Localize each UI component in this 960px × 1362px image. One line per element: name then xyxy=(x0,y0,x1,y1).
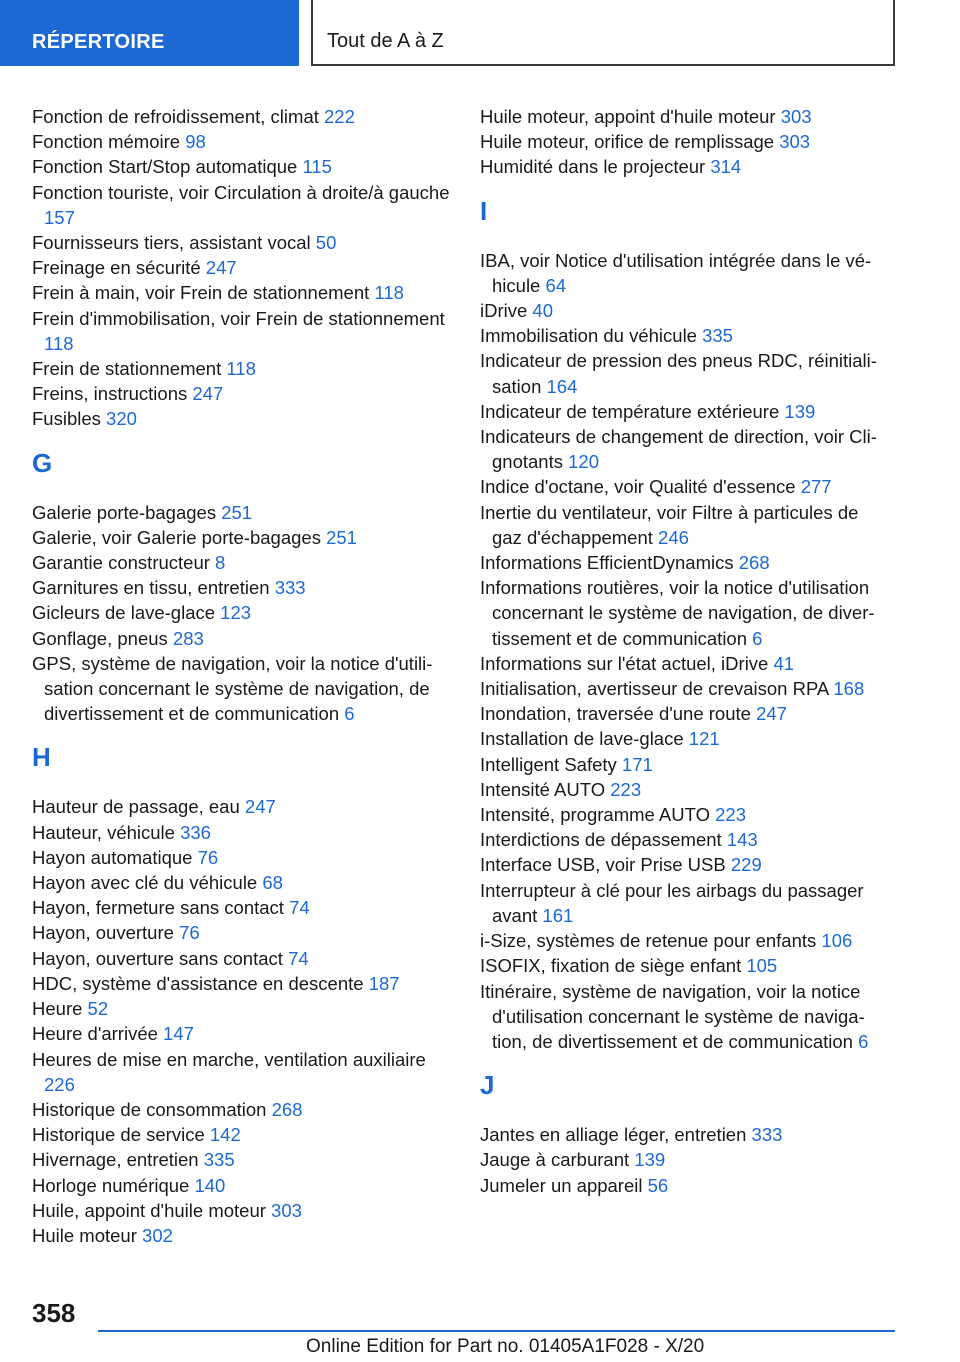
index-entry xyxy=(32,406,452,431)
index-entry-text: Heure xyxy=(32,998,83,1020)
index-entry-text: Hauteur de passage, eau xyxy=(32,796,240,818)
page-reference-link[interactable]: 335 xyxy=(203,1149,235,1171)
page-reference-link[interactable]: 68 xyxy=(262,872,283,894)
index-entry xyxy=(480,248,892,298)
index-entry xyxy=(480,575,892,651)
index-entry-text: Intelligent Safety xyxy=(480,753,617,775)
index-entry-text: Hayon, ouverture xyxy=(32,922,174,944)
page-reference-link[interactable]: 118 xyxy=(226,358,256,380)
page-reference-link[interactable]: 164 xyxy=(546,375,578,397)
index-entry xyxy=(480,852,892,877)
index-entry xyxy=(480,1147,892,1172)
index-entry-text: Historique de service xyxy=(32,1124,205,1146)
index-entry xyxy=(480,676,892,701)
page-reference-link[interactable]: 247 xyxy=(756,703,787,725)
index-entry xyxy=(480,550,892,575)
index-entry-text: Fonction de refroidissement, climat xyxy=(32,106,319,127)
index-letter-heading: J xyxy=(480,1070,495,1101)
index-entry-text: Indicateurs de changement de direction, voir Clignotants xyxy=(480,426,877,473)
page-reference-link[interactable]: 320 xyxy=(106,408,137,430)
index-entry-text: Frein de stationnement xyxy=(32,358,222,380)
page-reference-link[interactable]: 64 xyxy=(545,274,567,296)
index-entry xyxy=(480,424,892,474)
index-entry xyxy=(480,979,892,1055)
index-entry-text: Jumeler un appareil xyxy=(480,1174,643,1196)
index-entry-text: Huile moteur xyxy=(32,1224,137,1246)
index-entry-text: Fonction touriste, voir Circulation à droite/à gauche xyxy=(32,181,450,203)
index-entry-text: Immobilisation du véhicule xyxy=(480,325,697,347)
index-entry xyxy=(480,878,892,928)
page-reference-link[interactable]: 268 xyxy=(271,1098,303,1120)
index-entry xyxy=(32,895,452,920)
page-reference-link[interactable]: 76 xyxy=(179,922,200,944)
index-letter-heading: I xyxy=(480,195,488,226)
index-entry xyxy=(480,928,892,953)
page-reference-link[interactable]: 229 xyxy=(730,854,762,876)
index-entry xyxy=(32,1198,452,1223)
section-tab: RÉPERTOIRE xyxy=(0,0,299,66)
index-letter-heading: G xyxy=(32,447,53,478)
page-reference-link[interactable]: 105 xyxy=(746,955,778,977)
index-entry-text: Intensité AUTO xyxy=(480,778,606,800)
index-entry-text: Huile moteur, orifice de remplissage xyxy=(480,131,775,153)
page-reference-link[interactable]: 303 xyxy=(780,106,812,127)
index-entry xyxy=(480,104,892,129)
page-reference-link[interactable]: 8 xyxy=(215,552,226,574)
page-reference-link[interactable]: 106 xyxy=(821,930,853,952)
index-entry xyxy=(32,180,452,230)
page-reference-link[interactable]: 147 xyxy=(163,1023,194,1045)
index-entry xyxy=(480,348,892,398)
index-entry-text: Fournisseurs tiers, assistant vocal xyxy=(32,232,311,254)
page-reference-link[interactable]: 120 xyxy=(568,451,599,473)
index-entry xyxy=(480,752,892,777)
index-entry xyxy=(480,701,892,726)
index-entry-text: Fonction Start/Stop automatique xyxy=(32,156,298,178)
index-entry-text: Huile moteur, appoint d'huile moteur xyxy=(480,106,776,127)
page-reference-link[interactable]: 161 xyxy=(542,904,574,926)
page-reference-link[interactable]: 40 xyxy=(532,300,553,322)
page-reference-link[interactable]: 283 xyxy=(172,627,204,649)
page-reference-link[interactable]: 74 xyxy=(289,897,310,919)
index-entry xyxy=(32,550,452,575)
index-entry xyxy=(32,1122,452,1147)
page-reference-link[interactable]: 41 xyxy=(773,652,795,674)
page-reference-link[interactable]: 171 xyxy=(621,753,653,775)
index-entry-text: Itinéraire, système de navigation, voir la notice d'utilisation concernant le système de navigation, de divertissement et de communication xyxy=(480,980,865,1052)
index-entry-text: Fusibles xyxy=(32,408,101,430)
page-reference-link[interactable]: 74 xyxy=(288,947,309,969)
index-entry xyxy=(32,1021,452,1046)
page-reference-link[interactable]: 247 xyxy=(205,257,237,279)
page-reference-link[interactable]: 223 xyxy=(610,778,642,800)
index-entry xyxy=(32,626,452,651)
index-entry xyxy=(32,129,452,154)
index-entry-text: Historique de consommation xyxy=(32,1098,267,1120)
index-entry-text: Fonction mémoire xyxy=(32,131,181,153)
page-reference-link[interactable]: 98 xyxy=(185,131,206,153)
index-entry xyxy=(32,381,452,406)
page-reference-link[interactable]: 223 xyxy=(715,804,746,826)
page-reference-link[interactable]: 222 xyxy=(324,106,355,127)
page-reference-link[interactable]: 302 xyxy=(142,1224,173,1246)
index-entry-text: Installation de lave-glace xyxy=(480,728,684,750)
index-entry xyxy=(480,1173,892,1198)
index-entry xyxy=(32,525,452,550)
index-entry xyxy=(480,1122,892,1147)
index-entry xyxy=(32,946,452,971)
index-entry xyxy=(32,870,452,895)
index-entry xyxy=(32,971,452,996)
index-entry xyxy=(480,802,892,827)
page-reference-link[interactable]: 303 xyxy=(271,1199,302,1221)
page-reference-link[interactable]: 76 xyxy=(197,846,219,868)
index-entry xyxy=(480,129,892,154)
index-entry xyxy=(32,845,452,870)
page-reference-link[interactable]: 247 xyxy=(192,383,224,405)
index-entry-text: Indicateur de température extérieure xyxy=(480,400,780,422)
index-entry-text: ISOFIX, fixation de siège enfant xyxy=(480,955,742,977)
index-entry-text: Hayon automatique xyxy=(32,846,193,868)
page-reference-link[interactable]: 333 xyxy=(751,1124,783,1146)
page-reference-link[interactable]: 336 xyxy=(180,821,211,843)
index-entry-text: Hayon, ouverture sans contact xyxy=(32,947,283,969)
index-entry-text: Gonflage, pneus xyxy=(32,627,168,649)
page-reference-link[interactable]: 52 xyxy=(87,998,109,1020)
index-entry-text: Intensité, programme AUTO xyxy=(480,804,710,826)
index-entry-text: Jantes en alliage léger, entretien xyxy=(480,1124,747,1146)
index-entry-text: iDrive xyxy=(480,300,528,322)
index-entry-text: Informations EfficientDynamics xyxy=(480,552,734,574)
index-entry xyxy=(32,794,452,819)
index-column-right xyxy=(480,104,892,1198)
index-entry xyxy=(32,1147,452,1172)
index-entry xyxy=(32,154,452,179)
edition-note: Online Edition for Part no. 01405A1F028 - X/20 xyxy=(306,1336,705,1357)
index-entry-text: Heure d'arrivée xyxy=(32,1023,158,1045)
index-entry-text: Informations sur l'état actuel, iDrive xyxy=(480,652,769,674)
index-entry xyxy=(32,1097,452,1122)
index-entry xyxy=(480,399,892,424)
index-entry xyxy=(480,298,892,323)
index-entry-text: Hivernage, entretien xyxy=(32,1149,199,1171)
page-reference-link[interactable]: 314 xyxy=(710,156,742,178)
page-number: 358 xyxy=(32,1298,76,1328)
index-entry-text: Indice d'octane, voir Qualité d'essence xyxy=(480,476,796,498)
index-entry-text: Inertie du ventilateur, voir Filtre à particules de gaz d'échappement xyxy=(480,501,859,548)
index-entry-text: Huile, appoint d'huile moteur xyxy=(32,1199,266,1221)
index-entry xyxy=(480,726,892,751)
index-entry xyxy=(480,474,892,499)
page-reference-link[interactable]: 333 xyxy=(274,577,306,599)
index-entry-text: Garnitures en tissu, entretien xyxy=(32,577,270,599)
index-entry-text: Galerie porte-bagages xyxy=(32,501,217,523)
index-entry-text: Gicleurs de lave-glace xyxy=(32,602,216,624)
page-reference-link[interactable]: 277 xyxy=(800,476,832,498)
index-entry xyxy=(480,154,892,179)
index-entry-text: HDC, système d'assistance en descente xyxy=(32,972,364,994)
page-reference-link[interactable]: 139 xyxy=(784,400,816,422)
index-entry xyxy=(32,600,452,625)
page-reference-link[interactable]: 121 xyxy=(688,728,720,750)
index-entry-text: Inondation, traversée d'une route xyxy=(480,703,751,725)
page-header xyxy=(0,0,960,66)
index-entry-text: Hauteur, véhicule xyxy=(32,821,175,843)
index-entry-text: Interface USB, voir Prise USB xyxy=(480,854,726,876)
index-entry-text: Frein à main, voir Frein de stationnement xyxy=(32,282,370,304)
index-entry xyxy=(32,651,452,727)
index-entry xyxy=(32,920,452,945)
index-entry-text: Interrupteur à clé pour les airbags du passager avant xyxy=(480,879,864,926)
page-reference-link[interactable]: 251 xyxy=(326,526,357,548)
index-entry-text: Horloge numérique xyxy=(32,1174,190,1196)
index-entry xyxy=(480,651,892,676)
index-column-left xyxy=(32,104,452,1248)
page-reference-link[interactable]: 251 xyxy=(221,501,253,523)
index-letter-heading: H xyxy=(32,742,51,773)
page-reference-link[interactable]: 140 xyxy=(194,1174,226,1196)
page-reference-link[interactable]: 139 xyxy=(634,1149,666,1171)
page-reference-link[interactable]: 56 xyxy=(647,1174,669,1196)
index-entry xyxy=(32,575,452,600)
index-entry-text: Jauge à carburant xyxy=(480,1149,630,1171)
index-entry-text: Interdictions de dépassement xyxy=(480,829,722,851)
page-reference-link[interactable]: 115 xyxy=(302,156,332,178)
index-entry-text: Hayon avec clé du véhicule xyxy=(32,872,258,894)
page-reference-link[interactable]: 118 xyxy=(44,332,74,354)
page-reference-link[interactable]: 118 xyxy=(374,282,404,304)
index-entry-text: Freinage en sécurité xyxy=(32,257,201,279)
page-reference-link[interactable]: 157 xyxy=(44,206,75,228)
chapter-title: Tout de A à Z xyxy=(311,0,895,66)
index-entry xyxy=(32,255,452,280)
index-entry-text: Informations routières, voir la notice d'utilisation concernant le système de navigation, de divertissement et de communication xyxy=(480,577,875,649)
index-entry xyxy=(32,230,452,255)
index-entry-text: Indicateur de pression des pneus RDC, réinitialisation xyxy=(480,350,877,397)
index-entry xyxy=(32,306,452,356)
index-entry xyxy=(32,820,452,845)
index-entry-text: Heures de mise en marche, ventilation auxiliaire xyxy=(32,1048,426,1070)
index-entry-text: Freins, instructions xyxy=(32,383,188,405)
page-reference-link[interactable]: 187 xyxy=(368,972,400,994)
index-entry-text: Humidité dans le projecteur xyxy=(480,156,706,178)
index-entry xyxy=(32,1173,452,1198)
page-reference-link[interactable]: 303 xyxy=(779,131,811,153)
page-reference-link[interactable]: 246 xyxy=(658,526,689,548)
page-reference-link[interactable]: 6 xyxy=(344,703,355,725)
index-entry xyxy=(32,1223,452,1248)
index-entry xyxy=(32,996,452,1021)
page-reference-link[interactable]: 268 xyxy=(738,552,770,574)
index-entry-text: Frein d'immobilisation, voir Frein de stationnement xyxy=(32,307,445,329)
page-reference-link[interactable]: 6 xyxy=(858,1030,869,1052)
page-reference-link[interactable]: 50 xyxy=(315,232,337,254)
page-reference-link[interactable]: 226 xyxy=(44,1073,75,1095)
footer-divider xyxy=(98,1330,895,1332)
page-reference-link[interactable]: 6 xyxy=(752,627,763,649)
index-entry-text: Galerie, voir Galerie porte-bagages xyxy=(32,526,321,548)
index-entry xyxy=(32,500,452,525)
page-reference-link[interactable]: 168 xyxy=(833,678,865,700)
index-entry xyxy=(480,827,892,852)
index-entry xyxy=(32,104,452,129)
index-entry-text: i-Size, systèmes de retenue pour enfants xyxy=(480,930,817,952)
page-reference-link[interactable]: 143 xyxy=(726,829,758,851)
index-entry xyxy=(32,1047,452,1097)
page-reference-link[interactable]: 142 xyxy=(209,1124,241,1146)
page-reference-link[interactable]: 335 xyxy=(702,325,733,347)
index-entry xyxy=(480,323,892,348)
index-entry xyxy=(32,356,452,381)
page-reference-link[interactable]: 247 xyxy=(244,796,276,818)
index-entry-text: GPS, système de navigation, voir la notice d'utilisation concernant le système de navigation, de divertissement et de communication xyxy=(32,652,433,725)
page-reference-link[interactable]: 123 xyxy=(220,602,252,624)
index-entry xyxy=(480,953,892,978)
index-entry xyxy=(480,777,892,802)
index-entry-text: IBA, voir Notice d'utilisation intégrée dans le véhicule xyxy=(480,249,872,296)
index-entry-text: Garantie constructeur xyxy=(32,552,210,574)
index-entry-text: Hayon, fermeture sans contact xyxy=(32,897,284,919)
index-entry-text: Initialisation, avertisseur de crevaison RPA xyxy=(480,678,829,700)
index-entry xyxy=(32,280,452,305)
index-entry xyxy=(480,500,892,550)
